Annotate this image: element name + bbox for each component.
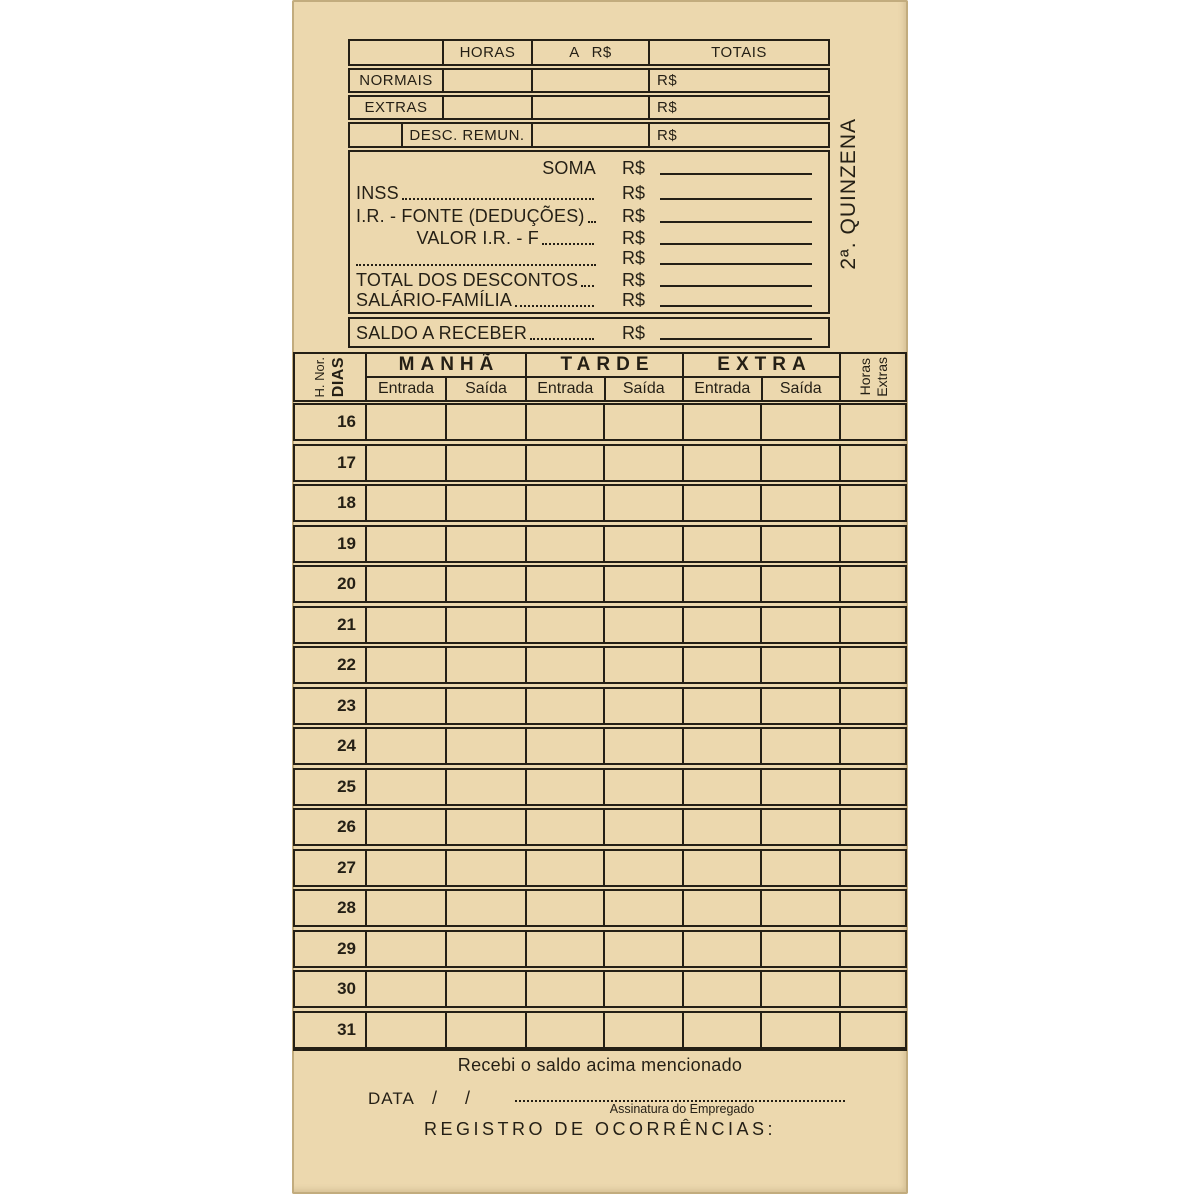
horas-extras-cell[interactable]	[839, 486, 905, 520]
rate-row-normais-label: NORMAIS	[359, 72, 433, 89]
day-number: 30	[337, 979, 356, 998]
horas-extras-cell[interactable]	[839, 405, 905, 439]
extra-entrada-cell[interactable]	[682, 770, 760, 804]
summary-amount-line[interactable]	[660, 263, 812, 265]
tarde-entrada-cell[interactable]	[525, 527, 603, 561]
desc-remun-small-field[interactable]	[350, 124, 401, 146]
summary-row-label-wrap	[356, 270, 596, 290]
extra-entrada-cell[interactable]	[682, 851, 760, 885]
tarde-entrada-cell[interactable]	[525, 446, 603, 480]
horas-vertical-label: Horas	[856, 358, 873, 396]
group-tarde-subheaders	[527, 378, 682, 400]
timesheet-day-row	[293, 525, 907, 563]
manha-entrada-cell[interactable]	[365, 608, 445, 642]
rate-normais-horas-field[interactable]	[442, 70, 531, 91]
group-tarde	[525, 352, 684, 402]
summary-row-currency: R$	[622, 158, 646, 178]
horas-extras-header	[839, 352, 907, 402]
tarde-entrada-cell[interactable]	[525, 1013, 603, 1047]
timesheet-day-row	[293, 970, 907, 1008]
extra-entrada-cell[interactable]	[682, 567, 760, 601]
manha-entrada-cell[interactable]	[365, 527, 445, 561]
summary-dot-leader	[402, 198, 594, 200]
summary-row-label: TOTAL DOS DESCONTOS	[356, 270, 579, 290]
summary-row-label: SALÁRIO-FAMÍLIA	[356, 290, 513, 310]
manha-saida-cell[interactable]	[445, 810, 525, 844]
tarde-saida-cell[interactable]	[603, 1013, 682, 1047]
saldo-amount-line[interactable]	[660, 338, 812, 340]
manha-entrada-cell[interactable]	[365, 405, 445, 439]
rate-row-desc-remun-label: DESC. REMUN.	[401, 124, 531, 146]
manha-saida-cell[interactable]	[445, 891, 525, 925]
summary-amount-line[interactable]	[660, 198, 812, 200]
summary-row	[356, 288, 812, 310]
timesheet-day-row	[293, 889, 907, 927]
day-number: 18	[337, 493, 356, 512]
extra-entrada-header: Entrada	[694, 380, 751, 397]
rate-row-normais	[348, 68, 830, 93]
tarde-saida-cell[interactable]	[603, 608, 682, 642]
extra-entrada-cell[interactable]	[682, 729, 760, 763]
extra-saida-cell[interactable]	[760, 729, 839, 763]
manha-saida-cell[interactable]	[445, 932, 525, 966]
group-extra-title: EXTRA	[684, 354, 839, 378]
extra-entrada-cell[interactable]	[682, 648, 760, 682]
rate-header-horas: HORAS	[442, 41, 531, 64]
timesheet-day-row	[293, 849, 907, 887]
tarde-saida-cell[interactable]	[603, 770, 682, 804]
manha-entrada-cell[interactable]	[365, 1013, 445, 1047]
extra-entrada-cell[interactable]	[682, 1013, 760, 1047]
summary-row-currency: R$	[622, 248, 646, 268]
summary-amount-line[interactable]	[660, 173, 812, 175]
day-number: 16	[337, 412, 356, 431]
extra-saida-cell[interactable]	[760, 527, 839, 561]
manha-entrada-cell[interactable]	[365, 648, 445, 682]
horas-extras-cell[interactable]	[839, 527, 905, 561]
tarde-saida-cell[interactable]	[603, 648, 682, 682]
summary-row	[356, 156, 812, 178]
manha-saida-cell[interactable]	[445, 527, 525, 561]
extra-saida-cell[interactable]	[760, 567, 839, 601]
deductions-summary-box	[348, 150, 830, 314]
timesheet-day-row	[293, 808, 907, 846]
tarde-entrada-cell[interactable]	[525, 486, 603, 520]
day-number: 28	[337, 898, 356, 917]
summary-amount-line[interactable]	[660, 285, 812, 287]
tarde-entrada-cell[interactable]	[525, 405, 603, 439]
tarde-entrada-cell[interactable]	[525, 891, 603, 925]
saldo-a-receber-box	[348, 317, 830, 348]
manha-entrada-cell[interactable]	[365, 729, 445, 763]
summary-dot-leader	[581, 285, 594, 287]
timesheet-day-row	[293, 403, 907, 441]
horas-extras-cell[interactable]	[839, 648, 905, 682]
rate-normais-total-field[interactable]: R$	[648, 70, 828, 91]
horas-extras-cell[interactable]	[839, 689, 905, 723]
extra-saida-cell[interactable]	[760, 689, 839, 723]
rate-extras-ars-field[interactable]	[531, 97, 648, 118]
extras-vertical-label: Extras	[873, 357, 890, 397]
summary-row-label-wrap	[356, 183, 596, 203]
timesheet-day-row	[293, 1011, 907, 1051]
extra-saida-cell[interactable]	[760, 972, 839, 1006]
horas-extras-cell[interactable]	[839, 446, 905, 480]
day-number: 27	[337, 858, 356, 877]
day-number: 31	[337, 1020, 356, 1039]
desc-remun-total-field[interactable]: R$	[648, 124, 828, 146]
extra-entrada-cell[interactable]	[682, 891, 760, 925]
extra-entrada-cell[interactable]	[682, 932, 760, 966]
summary-row-label: SOMA	[542, 158, 596, 178]
extra-saida-cell[interactable]	[760, 810, 839, 844]
timesheet-day-row	[293, 768, 907, 806]
manha-saida-cell[interactable]	[445, 446, 525, 480]
day-number: 29	[337, 939, 356, 958]
summary-row-label-wrap	[356, 206, 596, 226]
manha-entrada-cell[interactable]	[365, 851, 445, 885]
summary-row-label-wrap	[356, 290, 596, 310]
rate-row-extras	[348, 95, 830, 120]
rate-header-ars: A R$	[531, 41, 648, 64]
date-separator-1: /	[432, 1088, 438, 1108]
day-number: 21	[337, 615, 356, 634]
summary-row-label-wrap	[356, 228, 596, 248]
tarde-saida-header: Saída	[604, 378, 683, 400]
tarde-entrada-cell[interactable]	[525, 648, 603, 682]
tarde-saida-cell[interactable]	[603, 446, 682, 480]
extra-saida-cell[interactable]	[760, 405, 839, 439]
summary-row	[356, 204, 812, 226]
tarde-entrada-cell[interactable]	[525, 932, 603, 966]
horas-extras-cell[interactable]	[839, 770, 905, 804]
summary-row-label: I.R. - FONTE (DEDUÇÕES)	[356, 206, 585, 226]
tarde-entrada-cell[interactable]	[525, 810, 603, 844]
rate-normais-ars-field[interactable]	[531, 70, 648, 91]
group-tarde-title: TARDE	[527, 354, 682, 378]
tarde-entrada-cell[interactable]	[525, 972, 603, 1006]
tarde-entrada-cell[interactable]	[525, 608, 603, 642]
extra-saida-cell[interactable]	[760, 851, 839, 885]
manha-saida-cell[interactable]	[445, 1013, 525, 1047]
extra-saida-header: Saída	[761, 378, 840, 400]
extra-entrada-cell[interactable]	[682, 527, 760, 561]
rate-header-empty-cell	[350, 41, 442, 64]
manha-entrada-cell[interactable]	[365, 810, 445, 844]
extra-saida-cell[interactable]	[760, 648, 839, 682]
timesheet-day-row	[293, 444, 907, 482]
tarde-saida-cell[interactable]	[603, 486, 682, 520]
manha-entrada-header: Entrada	[377, 380, 435, 397]
manha-saida-cell[interactable]	[445, 567, 525, 601]
tarde-saida-cell[interactable]	[603, 972, 682, 1006]
tarde-saida-cell[interactable]	[603, 405, 682, 439]
tarde-saida-cell[interactable]	[603, 851, 682, 885]
summary-row-currency: R$	[622, 206, 646, 226]
timesheet-day-row	[293, 930, 907, 968]
extra-entrada-cell[interactable]	[682, 446, 760, 480]
horas-extras-cell[interactable]	[839, 891, 905, 925]
group-extra	[682, 352, 841, 402]
summary-row-currency: R$	[622, 183, 646, 203]
manha-entrada-cell[interactable]	[365, 446, 445, 480]
saldo-dot-leader	[530, 338, 594, 340]
summary-amount-line[interactable]	[660, 221, 812, 223]
group-manha-title: MANHÃ	[367, 354, 525, 378]
extra-saida-cell[interactable]	[760, 932, 839, 966]
tarde-entrada-header: Entrada	[537, 380, 594, 397]
tarde-entrada-cell[interactable]	[525, 567, 603, 601]
horas-extras-cell[interactable]	[839, 567, 905, 601]
manha-saida-cell[interactable]	[445, 486, 525, 520]
extra-saida-cell[interactable]	[760, 770, 839, 804]
timesheet-day-row	[293, 484, 907, 522]
summary-amount-line[interactable]	[660, 243, 812, 245]
horas-extras-cell[interactable]	[839, 932, 905, 966]
timesheet-header	[293, 352, 907, 402]
extra-entrada-cell[interactable]	[682, 405, 760, 439]
hnor-vertical-label: H. Nor.	[312, 356, 327, 398]
summary-row	[356, 268, 812, 290]
day-number: 19	[337, 534, 356, 553]
manha-saida-cell[interactable]	[445, 770, 525, 804]
tarde-saida-cell[interactable]	[603, 527, 682, 561]
horas-extras-cell[interactable]	[839, 851, 905, 885]
summary-row-label-wrap	[356, 158, 596, 178]
group-manha-subheaders	[367, 378, 525, 400]
extra-saida-cell[interactable]	[760, 891, 839, 925]
extra-entrada-cell[interactable]	[682, 972, 760, 1006]
timesheet-corner-header	[293, 352, 367, 402]
horas-extras-cell[interactable]	[839, 608, 905, 642]
manha-saida-header: Saída	[445, 378, 525, 400]
timesheet-day-row	[293, 687, 907, 725]
rate-row-desc-remun	[348, 122, 830, 148]
summary-row-currency: R$	[622, 270, 646, 290]
signature-label: Assinatura do Empregado	[609, 1102, 755, 1116]
manha-saida-cell[interactable]	[445, 648, 525, 682]
summary-blank-dotted-line[interactable]	[356, 264, 596, 266]
rate-header-totais: TOTAIS	[648, 41, 828, 64]
manha-saida-cell[interactable]	[445, 972, 525, 1006]
receipt-statement: Recebi o saldo acima mencionado	[457, 1055, 743, 1075]
tarde-entrada-cell[interactable]	[525, 729, 603, 763]
rate-table-header-row	[348, 39, 830, 66]
extra-saida-cell[interactable]	[760, 446, 839, 480]
manha-entrada-cell[interactable]	[365, 567, 445, 601]
group-manha	[365, 352, 527, 402]
summary-row-currency: R$	[622, 290, 646, 310]
quinzena-vertical-label: 2ª. QUINZENA	[837, 118, 860, 270]
tarde-saida-cell[interactable]	[603, 689, 682, 723]
summary-row	[356, 181, 812, 203]
manha-entrada-cell[interactable]	[365, 891, 445, 925]
manha-saida-cell[interactable]	[445, 689, 525, 723]
horas-extras-cell[interactable]	[839, 729, 905, 763]
summary-dot-leader	[588, 221, 596, 223]
summary-row-label: INSS	[356, 183, 399, 203]
summary-row-currency: R$	[622, 228, 646, 248]
timesheet-day-row	[293, 727, 907, 765]
extra-entrada-cell[interactable]	[682, 486, 760, 520]
tarde-saida-cell[interactable]	[603, 810, 682, 844]
day-number: 25	[337, 777, 356, 796]
horas-extras-cell[interactable]	[839, 1013, 905, 1047]
manha-entrada-cell[interactable]	[365, 972, 445, 1006]
manha-entrada-cell[interactable]	[365, 932, 445, 966]
summary-row-label: VALOR I.R. - F	[416, 228, 539, 248]
timesheet-day-row	[293, 565, 907, 603]
manha-saida-cell[interactable]	[445, 608, 525, 642]
saldo-currency: R$	[622, 323, 646, 343]
rate-extras-total-field[interactable]: R$	[648, 97, 828, 118]
horas-extras-cell[interactable]	[839, 810, 905, 844]
extra-saida-cell[interactable]	[760, 608, 839, 642]
tarde-entrada-cell[interactable]	[525, 851, 603, 885]
registro-ocorrencias-label: REGISTRO DE OCORRÊNCIAS:	[423, 1119, 777, 1139]
tarde-saida-cell[interactable]	[603, 932, 682, 966]
tarde-entrada-cell[interactable]	[525, 770, 603, 804]
manha-entrada-cell[interactable]	[365, 770, 445, 804]
tarde-saida-cell[interactable]	[603, 567, 682, 601]
extra-entrada-cell[interactable]	[682, 810, 760, 844]
tarde-saida-cell[interactable]	[603, 729, 682, 763]
timecard	[292, 0, 908, 1194]
tarde-entrada-cell[interactable]	[525, 689, 603, 723]
day-number: 24	[337, 736, 356, 755]
day-number: 22	[337, 655, 356, 674]
rate-extras-horas-field[interactable]	[442, 97, 531, 118]
summary-row	[356, 226, 812, 248]
date-separator-2: /	[465, 1088, 471, 1108]
extra-entrada-cell[interactable]	[682, 689, 760, 723]
saldo-label: SALDO A RECEBER	[356, 323, 528, 343]
extra-saida-cell[interactable]	[760, 486, 839, 520]
day-number: 20	[337, 574, 356, 593]
tarde-saida-cell[interactable]	[603, 891, 682, 925]
timesheet-day-row	[293, 646, 907, 684]
day-number: 17	[337, 453, 356, 472]
desc-remun-ars-field[interactable]	[531, 124, 648, 146]
manha-saida-cell[interactable]	[445, 729, 525, 763]
timesheet-day-row	[293, 606, 907, 644]
day-number: 26	[337, 817, 356, 836]
date-label: DATA	[368, 1089, 415, 1108]
summary-dot-leader	[515, 305, 594, 307]
group-extra-subheaders	[684, 378, 839, 400]
saldo-label-wrap	[356, 323, 596, 343]
manha-saida-cell[interactable]	[445, 851, 525, 885]
summary-dot-leader	[542, 243, 594, 245]
extra-saida-cell[interactable]	[760, 1013, 839, 1047]
dias-vertical-label: DIAS	[330, 356, 347, 398]
horas-extras-cell[interactable]	[839, 972, 905, 1006]
day-number: 23	[337, 696, 356, 715]
extra-entrada-cell[interactable]	[682, 608, 760, 642]
manha-saida-cell[interactable]	[445, 405, 525, 439]
manha-entrada-cell[interactable]	[365, 486, 445, 520]
rate-row-extras-label: EXTRAS	[364, 99, 428, 116]
summary-amount-line[interactable]	[660, 305, 812, 307]
manha-entrada-cell[interactable]	[365, 689, 445, 723]
